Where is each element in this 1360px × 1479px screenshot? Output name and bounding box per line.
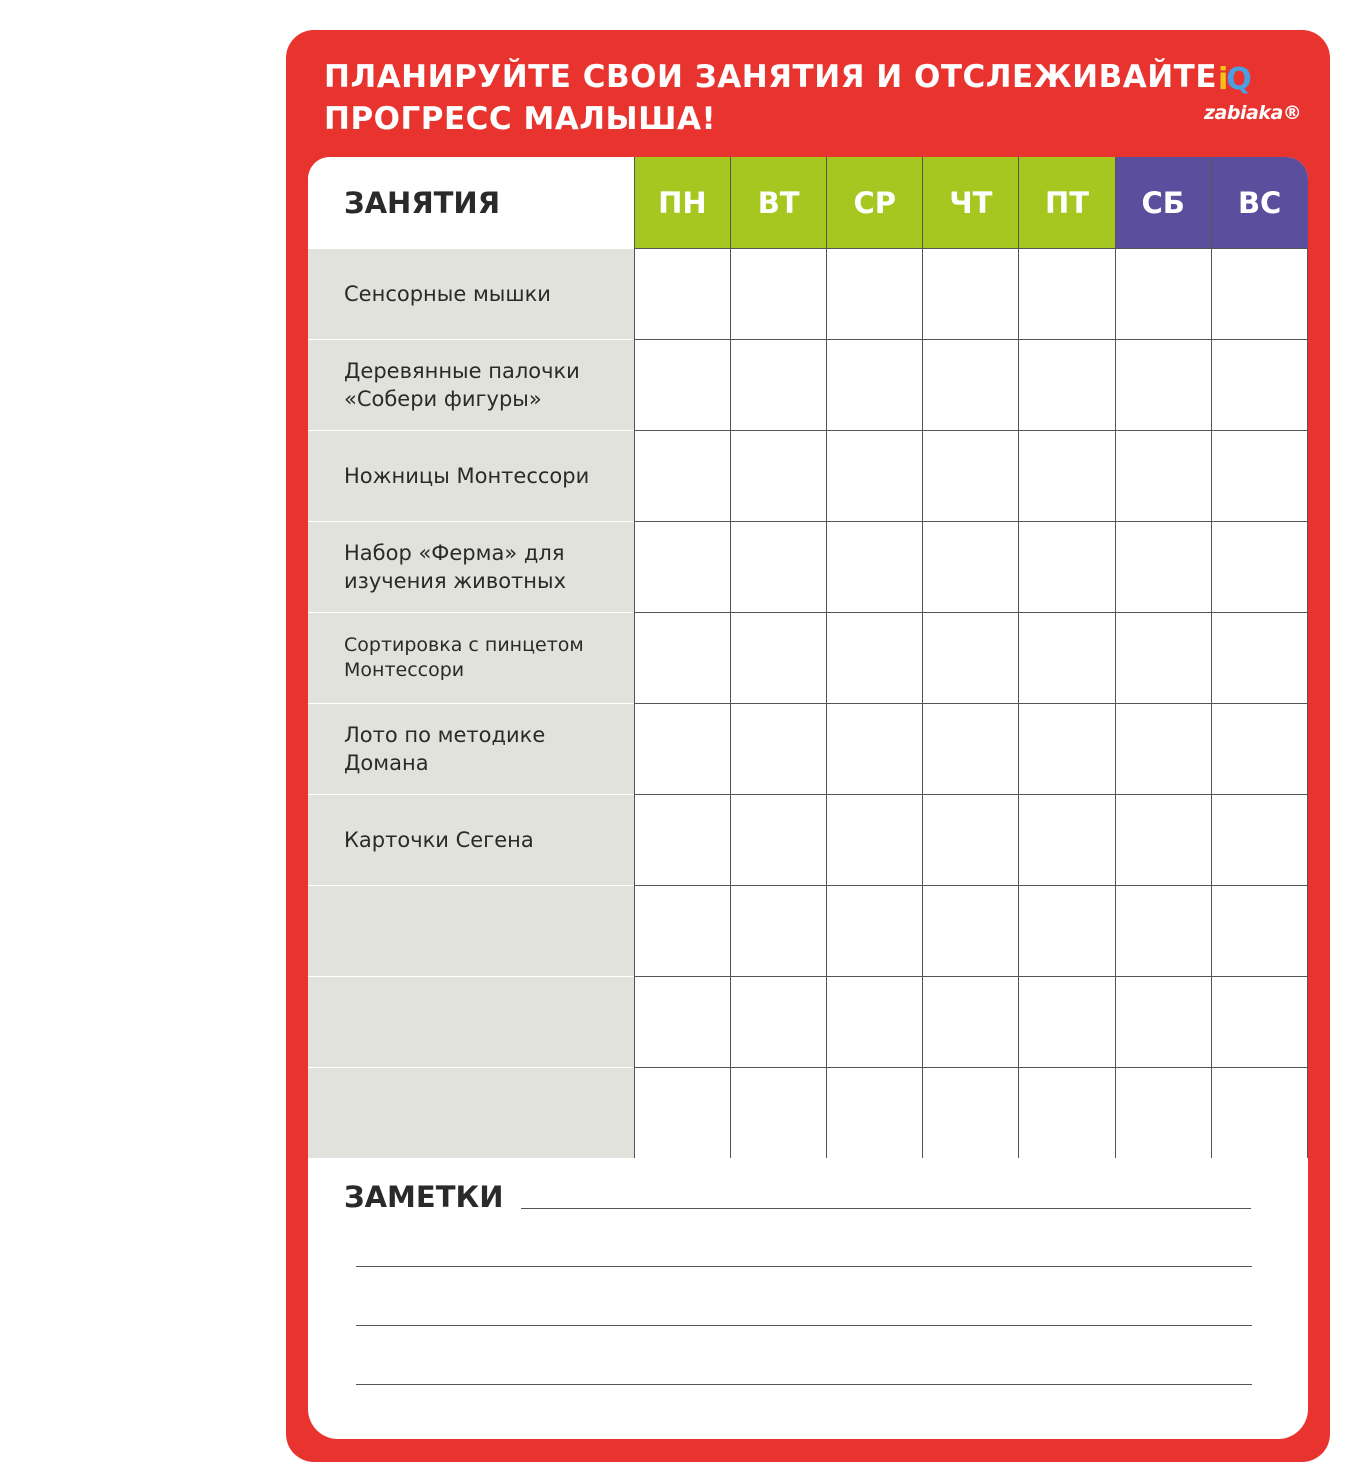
schedule-cell[interactable] bbox=[1115, 340, 1211, 431]
activities-column-header: ЗАНЯТИЯ bbox=[308, 157, 634, 249]
note-line[interactable] bbox=[356, 1325, 1252, 1326]
schedule-cell[interactable] bbox=[923, 340, 1019, 431]
schedule-cell[interactable] bbox=[634, 613, 730, 704]
schedule-cell[interactable] bbox=[923, 886, 1019, 977]
schedule-cell[interactable] bbox=[923, 795, 1019, 886]
table-row bbox=[308, 431, 1308, 522]
schedule-cell[interactable] bbox=[634, 886, 730, 977]
schedule-cell[interactable] bbox=[1115, 431, 1211, 522]
table-row bbox=[308, 1068, 1308, 1159]
day-header-mon: ПН bbox=[634, 157, 730, 249]
schedule-cell[interactable] bbox=[731, 977, 827, 1068]
page-title bbox=[324, 56, 1217, 140]
table-row bbox=[308, 340, 1308, 431]
schedule-cell[interactable] bbox=[1019, 886, 1115, 977]
schedule-cell[interactable] bbox=[1115, 795, 1211, 886]
table-row bbox=[308, 704, 1308, 795]
schedule-cell[interactable] bbox=[1211, 522, 1307, 613]
note-line[interactable] bbox=[521, 1208, 1251, 1209]
schedule-cell[interactable] bbox=[634, 1068, 730, 1159]
table-row bbox=[308, 613, 1308, 704]
note-line[interactable] bbox=[356, 1384, 1252, 1385]
schedule-cell[interactable] bbox=[634, 977, 730, 1068]
schedule-cell[interactable] bbox=[731, 431, 827, 522]
note-line[interactable] bbox=[356, 1266, 1252, 1267]
schedule-cell[interactable] bbox=[731, 886, 827, 977]
schedule-cell[interactable] bbox=[1211, 1068, 1307, 1159]
schedule-cell[interactable] bbox=[923, 249, 1019, 340]
schedule-cell[interactable] bbox=[1115, 886, 1211, 977]
iq-logo-mark: iQ bbox=[1218, 62, 1250, 97]
schedule-cell[interactable] bbox=[1211, 704, 1307, 795]
schedule-cell[interactable] bbox=[1211, 613, 1307, 704]
schedule-cell[interactable] bbox=[1019, 340, 1115, 431]
schedule-cell[interactable] bbox=[731, 249, 827, 340]
schedule-cell[interactable] bbox=[1019, 613, 1115, 704]
schedule-cell[interactable] bbox=[1019, 704, 1115, 795]
schedule-cell[interactable] bbox=[923, 1068, 1019, 1159]
schedule-cell[interactable] bbox=[1115, 249, 1211, 340]
schedule-cell[interactable] bbox=[1019, 249, 1115, 340]
schedule-cell[interactable] bbox=[1211, 795, 1307, 886]
title-line-2: ПРОГРЕСС МАЛЫША! bbox=[324, 101, 717, 137]
schedule-cell[interactable] bbox=[923, 704, 1019, 795]
schedule-cell[interactable] bbox=[827, 249, 923, 340]
schedule-cell[interactable] bbox=[1115, 1068, 1211, 1159]
schedule-cell[interactable] bbox=[1211, 340, 1307, 431]
table-row bbox=[308, 977, 1308, 1068]
schedule-cell[interactable] bbox=[634, 522, 730, 613]
schedule-cell[interactable] bbox=[634, 431, 730, 522]
schedule-cell[interactable] bbox=[827, 613, 923, 704]
schedule-cell[interactable] bbox=[731, 795, 827, 886]
activity-label bbox=[308, 1068, 634, 1159]
schedule-cell[interactable] bbox=[1211, 249, 1307, 340]
schedule-cell[interactable] bbox=[731, 522, 827, 613]
schedule-cell[interactable] bbox=[827, 795, 923, 886]
schedule-cell[interactable] bbox=[827, 522, 923, 613]
schedule-cell[interactable] bbox=[1019, 977, 1115, 1068]
schedule-cell[interactable] bbox=[827, 886, 923, 977]
schedule-cell[interactable] bbox=[1115, 613, 1211, 704]
brand-logo bbox=[1204, 62, 1304, 132]
table-header-row bbox=[308, 157, 1308, 249]
schedule-cell[interactable] bbox=[634, 704, 730, 795]
table-row bbox=[308, 795, 1308, 886]
schedule-cell[interactable] bbox=[731, 1068, 827, 1159]
title-line-1: ПЛАНИРУЙТЕ СВОИ ЗАНЯТИЯ И ОТСЛЕЖИВАЙТЕ bbox=[324, 59, 1217, 95]
schedule-cell[interactable] bbox=[827, 340, 923, 431]
schedule-cell[interactable] bbox=[1211, 886, 1307, 977]
table-row bbox=[308, 249, 1308, 340]
notes-label: ЗАМЕТКИ bbox=[344, 1180, 504, 1214]
schedule-table-card bbox=[308, 157, 1308, 1159]
schedule-table bbox=[308, 157, 1308, 1159]
schedule-cell[interactable] bbox=[1115, 522, 1211, 613]
activity-label: Деревянные палочки «Собери фигуры» bbox=[308, 340, 634, 431]
schedule-cell[interactable] bbox=[731, 613, 827, 704]
table-row bbox=[308, 886, 1308, 977]
activity-label: Сенсорные мышки bbox=[308, 249, 634, 340]
day-header-wed: СР bbox=[827, 157, 923, 249]
day-header-fri: ПТ bbox=[1019, 157, 1115, 249]
brand-name: zabiaka® bbox=[1204, 102, 1302, 124]
schedule-cell[interactable] bbox=[731, 704, 827, 795]
schedule-cell[interactable] bbox=[1211, 977, 1307, 1068]
activity-label: Набор «Ферма» для изучения животных bbox=[308, 522, 634, 613]
schedule-cell[interactable] bbox=[923, 977, 1019, 1068]
table-row bbox=[308, 522, 1308, 613]
schedule-cell[interactable] bbox=[827, 977, 923, 1068]
day-header-tue: ВТ bbox=[731, 157, 827, 249]
schedule-cell[interactable] bbox=[1115, 704, 1211, 795]
schedule-cell[interactable] bbox=[827, 1068, 923, 1159]
day-header-sat: СБ bbox=[1115, 157, 1211, 249]
schedule-cell[interactable] bbox=[634, 795, 730, 886]
schedule-cell[interactable] bbox=[1019, 522, 1115, 613]
schedule-cell[interactable] bbox=[827, 704, 923, 795]
activity-label: Ножницы Монтессори bbox=[308, 431, 634, 522]
schedule-cell[interactable] bbox=[827, 431, 923, 522]
activity-label bbox=[308, 977, 634, 1068]
schedule-cell[interactable] bbox=[1019, 1068, 1115, 1159]
activity-label: Карточки Сегена bbox=[308, 795, 634, 886]
schedule-cell[interactable] bbox=[1019, 795, 1115, 886]
schedule-cell[interactable] bbox=[923, 613, 1019, 704]
schedule-cell[interactable] bbox=[1211, 431, 1307, 522]
notes-section bbox=[308, 1158, 1308, 1439]
activity-label: Сортировка с пинцетом Монтессори bbox=[308, 613, 634, 704]
schedule-cell[interactable] bbox=[923, 431, 1019, 522]
schedule-cell[interactable] bbox=[923, 522, 1019, 613]
schedule-cell[interactable] bbox=[1115, 977, 1211, 1068]
day-header-sun: ВС bbox=[1211, 157, 1307, 249]
schedule-cell[interactable] bbox=[731, 340, 827, 431]
schedule-cell[interactable] bbox=[634, 249, 730, 340]
schedule-cell[interactable] bbox=[634, 340, 730, 431]
activity-label: Лото по методике Домана bbox=[308, 704, 634, 795]
day-header-thu: ЧТ bbox=[923, 157, 1019, 249]
schedule-cell[interactable] bbox=[1019, 431, 1115, 522]
activity-label bbox=[308, 886, 634, 977]
